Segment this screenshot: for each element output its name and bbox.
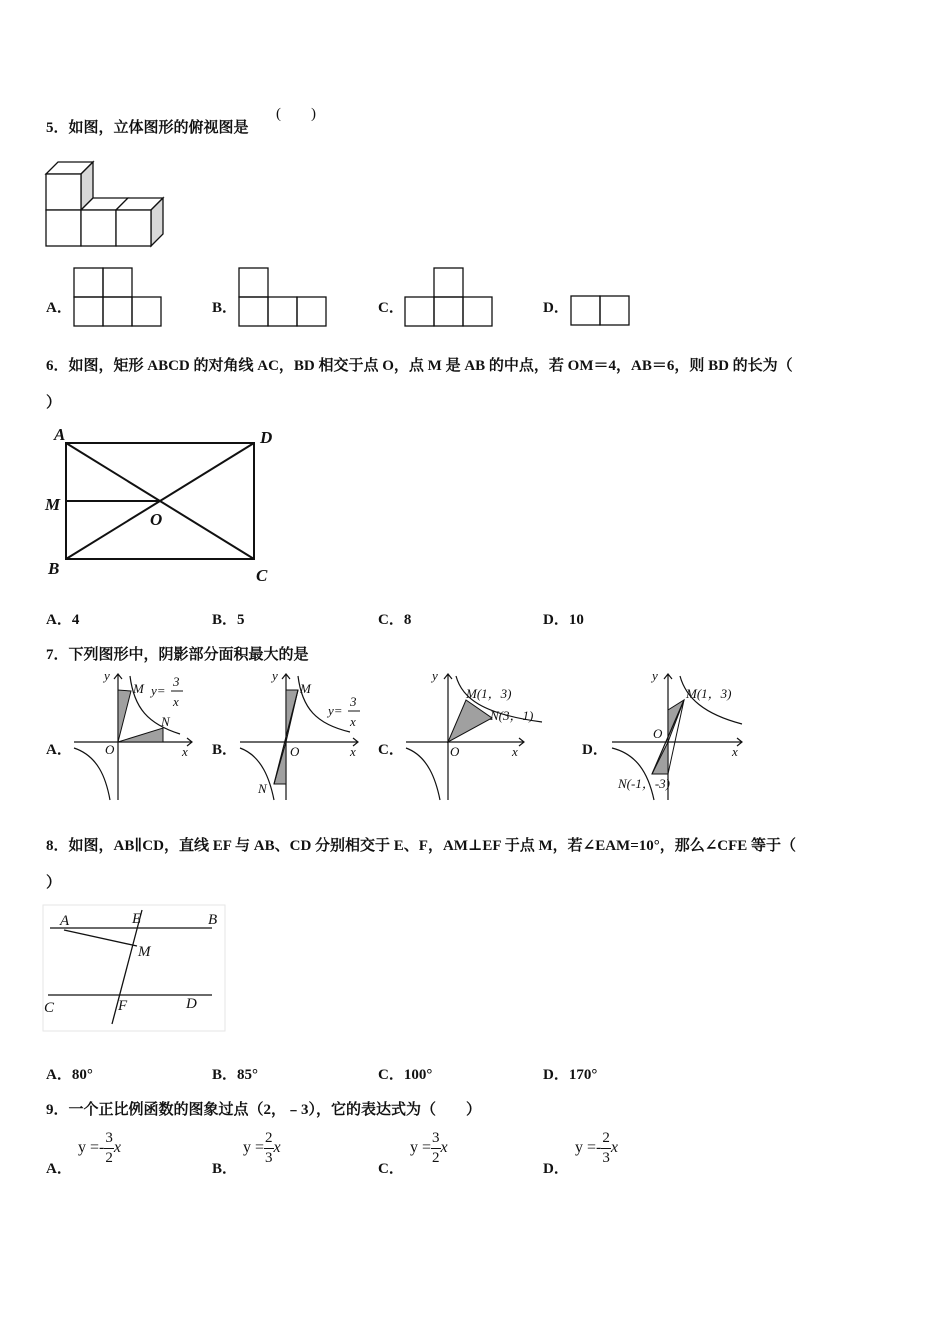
q6-label-d: D — [260, 428, 273, 447]
q9-option-a-fraction — [104, 1131, 114, 1166]
q6-option-b-label: B． — [212, 612, 238, 628]
q9-option-d-num: 2 — [601, 1131, 611, 1149]
q9-option-b-num: 2 — [264, 1131, 274, 1149]
q7d-y-axis-label: y — [652, 668, 658, 683]
q6-option-d-label: D． — [543, 612, 569, 628]
q9-option-b-fraction — [264, 1131, 274, 1166]
q7a-n-label: N — [161, 714, 170, 729]
q6-label-o: O — [150, 510, 163, 529]
q9-option-d-label: D． — [543, 1161, 569, 1177]
q9-option-c-lhs: y = — [410, 1139, 432, 1157]
q6-option-d — [543, 608, 584, 629]
q7a-func-den: x — [173, 694, 179, 709]
q6-label-c: C — [256, 566, 268, 585]
q5-option-b-label: B． — [212, 300, 238, 316]
q5-stem: 5．如图，立体图形的俯视图是 — [46, 120, 249, 136]
q9-option-c-num: 3 — [431, 1131, 441, 1149]
q6-option-c-label: C． — [378, 612, 404, 628]
q7-option-b-label: B． — [212, 742, 238, 758]
q7b-origin-label: O — [290, 744, 300, 759]
q6-option-a — [46, 608, 79, 629]
q5-option-d-label: D． — [543, 300, 569, 316]
q8-option-d-value: 170° — [568, 1067, 598, 1083]
q5-option-a-figure — [72, 266, 164, 328]
q5-option-a-label: A． — [46, 300, 72, 316]
q7b-m-label: M — [300, 681, 311, 696]
q6-stem-end: ） — [46, 395, 62, 411]
q9-option-a-formula — [78, 1131, 121, 1166]
q8-option-c — [378, 1063, 432, 1084]
q7b-n-label: N — [258, 781, 267, 796]
q8-label-f: F — [118, 998, 128, 1014]
q9-option-a-den: 2 — [105, 1150, 113, 1166]
q6-label-m: M — [45, 495, 61, 514]
q7a-func-num: 3 — [173, 674, 180, 689]
q9-option-c-formula — [410, 1131, 448, 1166]
q8-label-c: C — [44, 1000, 55, 1016]
q6-option-d-value: 10 — [568, 612, 584, 628]
q8-option-a — [46, 1063, 93, 1084]
q7c-x-axis-label: x — [512, 744, 518, 759]
q6-rectangle-figure — [42, 422, 282, 588]
q9-option-c-var: x — [440, 1139, 448, 1157]
q8-parallel-lines-figure — [42, 904, 226, 1032]
q7a-func-y: y= — [151, 683, 166, 698]
q5-option-c-label: C． — [378, 300, 404, 316]
q7-option-d-graph — [608, 668, 750, 804]
q8-option-c-label: C． — [378, 1067, 404, 1083]
q9-option-a-lhs: y =- — [78, 1139, 105, 1157]
q6-option-b-value: 5 — [237, 612, 245, 628]
q8-label-d: D — [186, 996, 197, 1012]
q7a-m-label: M — [133, 681, 144, 696]
q9-option-c-fraction — [431, 1131, 441, 1166]
q5-option-d-figure — [569, 294, 633, 328]
q7-option-b-graph — [236, 668, 366, 804]
q7a-x-axis-label: x — [182, 744, 188, 759]
q7-option-c-label: C． — [378, 742, 404, 758]
q6-label-b: B — [48, 559, 60, 578]
q6-option-c-value: 8 — [403, 612, 412, 628]
q7d-x-axis-label: x — [732, 744, 738, 759]
q7a-origin-label: O — [105, 742, 115, 757]
q8-label-m: M — [138, 944, 151, 960]
q7d-origin-label: O — [653, 726, 663, 741]
q9-option-c-den: 2 — [432, 1150, 440, 1166]
q9-option-b-label: B． — [212, 1161, 238, 1177]
q9-option-a-num: 3 — [104, 1131, 114, 1149]
q8-option-b-value: 85° — [237, 1067, 259, 1083]
q9-option-d-formula — [575, 1131, 618, 1166]
q7b-x-axis-label: x — [350, 744, 356, 759]
q8-option-d — [543, 1063, 597, 1084]
q5-answer-paren: ( ) — [276, 106, 316, 122]
q7-option-d-label: D． — [582, 742, 608, 758]
q9-option-d-var: x — [610, 1139, 618, 1157]
q6-stem: 6．如图，矩形 ABCD 的对角线 AC，BD 相交于点 O，点 M 是 AB 的中点，若 OM＝4，AB＝6，则 BD 的长为（ — [46, 358, 793, 374]
q9-option-c-label: C． — [378, 1161, 404, 1177]
q9-option-d-fraction — [601, 1131, 611, 1166]
q5-solid-figure — [44, 158, 168, 250]
q9-option-a-label: A． — [46, 1161, 72, 1177]
q6-option-b — [212, 608, 245, 629]
q9-option-b-var: x — [273, 1139, 281, 1157]
q9-stem: 9．一个正比例函数的图象过点（2，﹣3），它的表达式为（ ） — [46, 1102, 482, 1118]
q6-label-a: A — [54, 425, 66, 444]
q7c-m-label: M(1，3) — [466, 686, 512, 701]
q7c-n-label: N(3，1) — [490, 708, 534, 723]
q6-option-a-label: A． — [46, 612, 72, 628]
q8-option-b-label: B． — [212, 1067, 238, 1083]
q7b-func-num: 3 — [350, 694, 357, 709]
q7-option-a-graph — [70, 668, 200, 804]
q7-option-c-graph — [402, 668, 552, 804]
q7b-func-y: y= — [328, 703, 343, 718]
q9-option-d-lhs: y =- — [575, 1139, 602, 1157]
q8-stem-end: ） — [46, 875, 62, 891]
q7d-m-label: M(1，3) — [686, 686, 732, 701]
q5-option-c-figure — [403, 266, 495, 328]
q8-label-a: A — [60, 913, 70, 929]
q7-option-a-label: A． — [46, 742, 72, 758]
q7c-origin-label: O — [450, 744, 460, 759]
q6-option-c — [378, 608, 411, 629]
q9-option-d-den: 3 — [602, 1150, 610, 1166]
q6-option-a-value: 4 — [71, 612, 80, 628]
q8-option-b — [212, 1063, 258, 1084]
q7a-y-axis-label: y — [104, 668, 110, 683]
q8-option-a-value: 80° — [71, 1067, 93, 1083]
q7d-n-label: N(-1，-3) — [618, 776, 670, 791]
q7-stem: 7．下列图形中，阴影部分面积最大的是 — [46, 647, 309, 663]
q9-option-b-den: 3 — [265, 1150, 273, 1166]
q9-option-b-formula — [243, 1131, 281, 1166]
q8-label-e: E — [132, 911, 142, 927]
q9-option-a-var: x — [113, 1139, 121, 1157]
q8-option-d-label: D． — [543, 1067, 569, 1083]
q5-option-b-figure — [237, 266, 329, 328]
q7b-func-den: x — [350, 714, 356, 729]
q8-label-b: B — [208, 912, 218, 928]
q8-option-c-value: 100° — [403, 1067, 433, 1083]
q7c-y-axis-label: y — [432, 668, 438, 683]
q8-option-a-label: A． — [46, 1067, 72, 1083]
q7b-y-axis-label: y — [272, 668, 278, 683]
q9-option-b-lhs: y = — [243, 1139, 265, 1157]
q8-stem: 8．如图，AB∥CD，直线 EF 与 AB、CD 分别相交于 E、F，AM⊥EF 于点 M，若∠EAM=10°，那么∠CFE 等于（ — [46, 838, 797, 854]
